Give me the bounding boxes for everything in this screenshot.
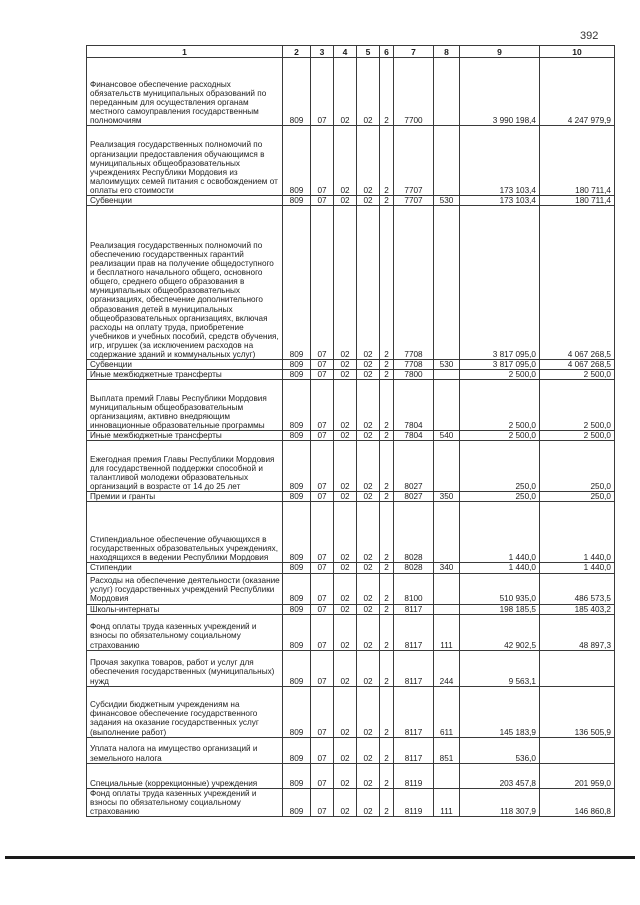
direction-cell: 8100 <box>394 573 434 604</box>
subprogram-cell: 2 <box>380 126 394 196</box>
program-cell: 02 <box>357 492 380 502</box>
subsection-cell: 02 <box>334 686 357 737</box>
subprogram-cell: 2 <box>380 206 394 360</box>
expense-type-cell <box>434 604 460 614</box>
gl-code-cell: 809 <box>283 431 311 441</box>
direction-cell: 8027 <box>394 441 434 492</box>
subsection-cell: 02 <box>334 126 357 196</box>
expense-type-cell: 540 <box>434 431 460 441</box>
subprogram-cell: 2 <box>380 737 394 763</box>
section-cell: 07 <box>311 650 334 686</box>
row-name-cell: Уплата налога на имущество организаций и земельного налога <box>87 737 283 763</box>
amount-year2-cell: 2 500,0 <box>540 370 615 380</box>
table-row <box>87 650 615 686</box>
program-cell: 02 <box>357 370 380 380</box>
amount-year2-cell: 2 500,0 <box>540 380 615 431</box>
row-name-cell: Реализация государственных полномочий по обеспечению государственных гарантий реализации прав на получение общедоступного и бесплатного начального общего, основного общего, среднего общего образования в муниципальных общеобразовательных организациях, обеспечение дополнительного образования детей в муниципальных общеобразовательных организациях, включая расходы на оплату труда, приобретение учебников и учебных пособий, средств обучения, игр, игрушек (за исключением расходов на содержание зданий и коммунальных услуг) <box>87 206 283 360</box>
subsection-cell: 02 <box>334 737 357 763</box>
gl-code-cell: 809 <box>283 360 311 370</box>
row-name-cell: Премии и гранты <box>87 492 283 502</box>
program-cell: 02 <box>357 126 380 196</box>
subsection-cell: 02 <box>334 431 357 441</box>
amount-year2-cell: 185 403,2 <box>540 604 615 614</box>
row-name-cell: Специальные (коррекционные) учреждения <box>87 763 283 788</box>
table-row <box>87 686 615 737</box>
amount-year1-cell: 118 307,9 <box>460 788 540 816</box>
amount-year2-cell: 180 711,4 <box>540 196 615 206</box>
amount-year1-cell: 198 185,5 <box>460 604 540 614</box>
expense-type-cell: 244 <box>434 650 460 686</box>
amount-year2-cell <box>540 650 615 686</box>
column-header-9: 9 <box>460 46 540 58</box>
subsection-cell: 02 <box>334 370 357 380</box>
amount-year1-cell: 250,0 <box>460 441 540 492</box>
program-cell: 02 <box>357 58 380 126</box>
amount-year1-cell: 173 103,4 <box>460 196 540 206</box>
subsection-cell: 02 <box>334 604 357 614</box>
amount-year1-cell: 173 103,4 <box>460 126 540 196</box>
amount-year2-cell: 1 440,0 <box>540 502 615 563</box>
amount-year1-cell: 3 817 095,0 <box>460 360 540 370</box>
direction-cell: 7707 <box>394 126 434 196</box>
direction-cell: 7700 <box>394 58 434 126</box>
direction-cell: 8117 <box>394 604 434 614</box>
budget-table <box>86 45 615 817</box>
row-name-cell: Стипендии <box>87 563 283 573</box>
table-row <box>87 360 615 370</box>
amount-year1-cell: 42 902,5 <box>460 614 540 650</box>
gl-code-cell: 809 <box>283 763 311 788</box>
table-row <box>87 196 615 206</box>
column-header-2: 2 <box>283 46 311 58</box>
amount-year2-cell: 250,0 <box>540 441 615 492</box>
column-header-5: 5 <box>357 46 380 58</box>
bottom-rule <box>5 856 635 859</box>
table-row <box>87 563 615 573</box>
section-cell: 07 <box>311 360 334 370</box>
section-cell: 07 <box>311 573 334 604</box>
program-cell: 02 <box>357 441 380 492</box>
section-cell: 07 <box>311 502 334 563</box>
gl-code-cell: 809 <box>283 502 311 563</box>
gl-code-cell: 809 <box>283 650 311 686</box>
amount-year1-cell: 536,0 <box>460 737 540 763</box>
expense-type-cell <box>434 206 460 360</box>
program-cell: 02 <box>357 431 380 441</box>
amount-year2-cell: 136 505,9 <box>540 686 615 737</box>
column-header-4: 4 <box>334 46 357 58</box>
direction-cell: 7708 <box>394 360 434 370</box>
column-header-10: 10 <box>540 46 615 58</box>
amount-year1-cell: 2 500,0 <box>460 431 540 441</box>
program-cell: 02 <box>357 650 380 686</box>
program-cell: 02 <box>357 380 380 431</box>
subsection-cell: 02 <box>334 502 357 563</box>
table-row <box>87 614 615 650</box>
program-cell: 02 <box>357 502 380 563</box>
subprogram-cell: 2 <box>380 788 394 816</box>
program-cell: 02 <box>357 763 380 788</box>
table-row <box>87 604 615 614</box>
column-header-7: 7 <box>394 46 434 58</box>
gl-code-cell: 809 <box>283 58 311 126</box>
expense-type-cell <box>434 441 460 492</box>
program-cell: 02 <box>357 614 380 650</box>
amount-year2-cell: 486 573,5 <box>540 573 615 604</box>
gl-code-cell: 809 <box>283 196 311 206</box>
section-cell: 07 <box>311 206 334 360</box>
subsection-cell: 02 <box>334 360 357 370</box>
subprogram-cell: 2 <box>380 370 394 380</box>
table-row <box>87 431 615 441</box>
column-header-6: 6 <box>380 46 394 58</box>
section-cell: 07 <box>311 370 334 380</box>
table-row <box>87 573 615 604</box>
amount-year2-cell: 146 860,8 <box>540 788 615 816</box>
direction-cell: 7707 <box>394 196 434 206</box>
amount-year1-cell: 3 817 095,0 <box>460 206 540 360</box>
direction-cell: 7804 <box>394 431 434 441</box>
row-name-cell: Иные межбюджетные трансферты <box>87 370 283 380</box>
table-row <box>87 788 615 816</box>
expense-type-cell: 340 <box>434 563 460 573</box>
gl-code-cell: 809 <box>283 563 311 573</box>
amount-year2-cell: 201 959,0 <box>540 763 615 788</box>
direction-cell: 7708 <box>394 206 434 360</box>
row-name-cell: Субвенции <box>87 196 283 206</box>
expense-type-cell <box>434 573 460 604</box>
subprogram-cell: 2 <box>380 360 394 370</box>
subsection-cell: 02 <box>334 614 357 650</box>
subprogram-cell: 2 <box>380 614 394 650</box>
subsection-cell: 02 <box>334 650 357 686</box>
table-row <box>87 206 615 360</box>
row-name-cell: Стипендиальное обеспечение обучающихся в государственных образовательных учреждениях, находящихся в ведении Республики Мордовия <box>87 502 283 563</box>
subsection-cell: 02 <box>334 380 357 431</box>
section-cell: 07 <box>311 58 334 126</box>
direction-cell: 8117 <box>394 614 434 650</box>
subsection-cell: 02 <box>334 58 357 126</box>
section-cell: 07 <box>311 196 334 206</box>
expense-type-cell <box>434 370 460 380</box>
program-cell: 02 <box>357 686 380 737</box>
table-row <box>87 441 615 492</box>
section-cell: 07 <box>311 686 334 737</box>
row-name-cell: Финансовое обеспечение расходных обязательств муниципальных образований по переданным для осуществления органам местного самоуправления государственным полномочиям <box>87 58 283 126</box>
column-header-1: 1 <box>87 46 283 58</box>
amount-year2-cell <box>540 737 615 763</box>
gl-code-cell: 809 <box>283 614 311 650</box>
expense-type-cell <box>434 58 460 126</box>
amount-year1-cell: 2 500,0 <box>460 370 540 380</box>
direction-cell: 8117 <box>394 737 434 763</box>
section-cell: 07 <box>311 788 334 816</box>
direction-cell: 7800 <box>394 370 434 380</box>
section-cell: 07 <box>311 563 334 573</box>
section-cell: 07 <box>311 492 334 502</box>
expense-type-cell <box>434 763 460 788</box>
amount-year1-cell: 2 500,0 <box>460 380 540 431</box>
amount-year2-cell: 4 067 268,5 <box>540 360 615 370</box>
section-cell: 07 <box>311 604 334 614</box>
row-name-cell: Субвенции <box>87 360 283 370</box>
row-name-cell: Реализация государственных полномочий по организации предоставления обучающимся в муниципальных общеобразовательных учреждениях Республики Мордовия из малоимущих семей питания с освобождением от оплаты его стоимости <box>87 126 283 196</box>
section-cell: 07 <box>311 763 334 788</box>
subsection-cell: 02 <box>334 206 357 360</box>
section-cell: 07 <box>311 737 334 763</box>
subsection-cell: 02 <box>334 196 357 206</box>
table-body <box>87 58 615 817</box>
amount-year2-cell: 180 711,4 <box>540 126 615 196</box>
row-name-cell: Фонд оплаты труда казенных учреждений и взносы по обязательному социальному страхованию <box>87 788 283 816</box>
expense-type-cell: 111 <box>434 788 460 816</box>
expense-type-cell: 530 <box>434 360 460 370</box>
subsection-cell: 02 <box>334 763 357 788</box>
table-row <box>87 763 615 788</box>
amount-year1-cell: 1 440,0 <box>460 563 540 573</box>
amount-year2-cell: 2 500,0 <box>540 431 615 441</box>
row-name-cell: Школы-интернаты <box>87 604 283 614</box>
gl-code-cell: 809 <box>283 126 311 196</box>
gl-code-cell: 809 <box>283 380 311 431</box>
direction-cell: 8117 <box>394 686 434 737</box>
program-cell: 02 <box>357 788 380 816</box>
expense-type-cell: 530 <box>434 196 460 206</box>
row-name-cell: Иные межбюджетные трансферты <box>87 431 283 441</box>
subprogram-cell: 2 <box>380 492 394 502</box>
gl-code-cell: 809 <box>283 686 311 737</box>
amount-year2-cell: 4 247 979,9 <box>540 58 615 126</box>
subprogram-cell: 2 <box>380 650 394 686</box>
subsection-cell: 02 <box>334 563 357 573</box>
table-row <box>87 737 615 763</box>
subprogram-cell: 2 <box>380 604 394 614</box>
amount-year1-cell: 250,0 <box>460 492 540 502</box>
direction-cell: 8028 <box>394 502 434 563</box>
row-name-cell: Фонд оплаты труда казенных учреждений и взносы по обязательному социальному страхованию <box>87 614 283 650</box>
expense-type-cell: 111 <box>434 614 460 650</box>
expense-type-cell <box>434 380 460 431</box>
subprogram-cell: 2 <box>380 441 394 492</box>
subsection-cell: 02 <box>334 788 357 816</box>
subprogram-cell: 2 <box>380 431 394 441</box>
gl-code-cell: 809 <box>283 492 311 502</box>
row-name-cell: Прочая закупка товаров, работ и услуг для обеспечения государственных (муниципальных) нужд <box>87 650 283 686</box>
subprogram-cell: 2 <box>380 196 394 206</box>
gl-code-cell: 809 <box>283 604 311 614</box>
section-cell: 07 <box>311 441 334 492</box>
amount-year2-cell: 250,0 <box>540 492 615 502</box>
amount-year1-cell: 9 563,1 <box>460 650 540 686</box>
column-header-3: 3 <box>311 46 334 58</box>
row-name-cell: Ежегодная премия Главы Республики Мордовия для государственной поддержки способной и талантливой молодежи образовательных организаций в возрасте от 14 до 25 лет <box>87 441 283 492</box>
row-name-cell: Расходы на обеспечение деятельности (оказание услуг) государственных учреждений Республики Мордовия <box>87 573 283 604</box>
subprogram-cell: 2 <box>380 563 394 573</box>
page-number: 392 <box>580 30 599 42</box>
amount-year2-cell: 1 440,0 <box>540 563 615 573</box>
program-cell: 02 <box>357 360 380 370</box>
program-cell: 02 <box>357 604 380 614</box>
expense-type-cell <box>434 502 460 563</box>
row-name-cell: Выплата премий Главы Республики Мордовия муниципальным общеобразовательным организациям, активно внедряющим инновационные образовательные программы <box>87 380 283 431</box>
expense-type-cell <box>434 126 460 196</box>
amount-year2-cell: 4 067 268,5 <box>540 206 615 360</box>
gl-code-cell: 809 <box>283 370 311 380</box>
row-name-cell: Субсидии бюджетным учреждениям на финансовое обеспечение государственного задания на оказание государственных услуг (выполнение работ) <box>87 686 283 737</box>
amount-year1-cell: 145 183,9 <box>460 686 540 737</box>
amount-year1-cell: 3 990 198,4 <box>460 58 540 126</box>
subprogram-cell: 2 <box>380 763 394 788</box>
direction-cell: 8028 <box>394 563 434 573</box>
expense-type-cell: 851 <box>434 737 460 763</box>
program-cell: 02 <box>357 737 380 763</box>
table-row <box>87 492 615 502</box>
subprogram-cell: 2 <box>380 502 394 563</box>
subsection-cell: 02 <box>334 573 357 604</box>
subsection-cell: 02 <box>334 441 357 492</box>
table-row <box>87 502 615 563</box>
amount-year2-cell: 48 897,3 <box>540 614 615 650</box>
gl-code-cell: 809 <box>283 788 311 816</box>
header-row <box>87 46 615 58</box>
subsection-cell: 02 <box>334 492 357 502</box>
gl-code-cell: 809 <box>283 441 311 492</box>
amount-year1-cell: 1 440,0 <box>460 502 540 563</box>
table-row <box>87 370 615 380</box>
expense-type-cell: 350 <box>434 492 460 502</box>
direction-cell: 8027 <box>394 492 434 502</box>
direction-cell: 7804 <box>394 380 434 431</box>
amount-year1-cell: 203 457,8 <box>460 763 540 788</box>
gl-code-cell: 809 <box>283 573 311 604</box>
program-cell: 02 <box>357 196 380 206</box>
section-cell: 07 <box>311 431 334 441</box>
subprogram-cell: 2 <box>380 380 394 431</box>
program-cell: 02 <box>357 563 380 573</box>
column-header-8: 8 <box>434 46 460 58</box>
subprogram-cell: 2 <box>380 58 394 126</box>
subprogram-cell: 2 <box>380 686 394 737</box>
gl-code-cell: 809 <box>283 737 311 763</box>
gl-code-cell: 809 <box>283 206 311 360</box>
table-row <box>87 58 615 126</box>
table-row <box>87 126 615 196</box>
section-cell: 07 <box>311 614 334 650</box>
table-row <box>87 380 615 431</box>
program-cell: 02 <box>357 573 380 604</box>
subprogram-cell: 2 <box>380 573 394 604</box>
expense-type-cell: 611 <box>434 686 460 737</box>
section-cell: 07 <box>311 380 334 431</box>
section-cell: 07 <box>311 126 334 196</box>
amount-year1-cell: 510 935,0 <box>460 573 540 604</box>
direction-cell: 8117 <box>394 650 434 686</box>
direction-cell: 8119 <box>394 788 434 816</box>
direction-cell: 8119 <box>394 763 434 788</box>
program-cell: 02 <box>357 206 380 360</box>
